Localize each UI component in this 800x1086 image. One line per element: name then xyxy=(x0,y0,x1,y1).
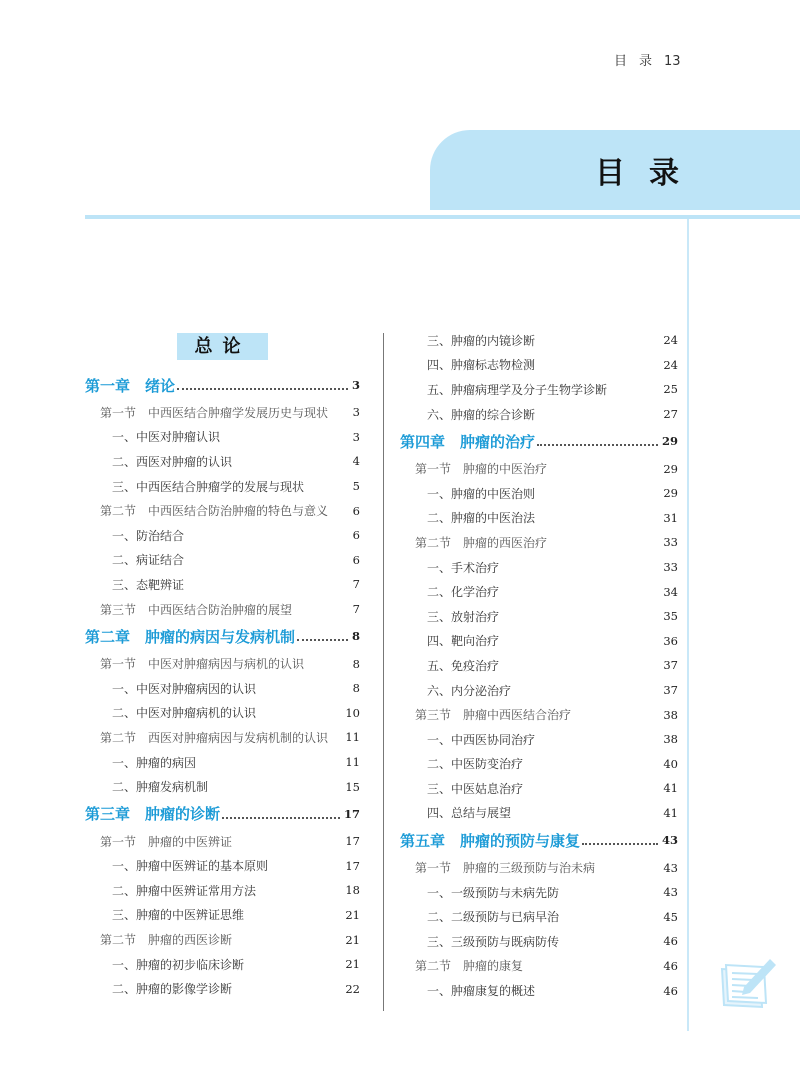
dot-leader xyxy=(537,444,658,446)
toc-item[interactable] xyxy=(400,752,678,777)
toc-entry-page: 38 xyxy=(663,707,678,722)
toc-entry-page: 31 xyxy=(663,510,678,525)
running-title: 目 xyxy=(614,54,628,69)
toc-entry-page: 8 xyxy=(351,629,360,644)
toc-column-left xyxy=(85,370,360,1001)
toc-entry-page: 3 xyxy=(352,429,360,444)
toc-entry-page: 21 xyxy=(345,957,360,972)
toc-section[interactable] xyxy=(85,927,360,952)
toc-item[interactable] xyxy=(85,523,360,548)
page-title: 目录 xyxy=(595,156,703,191)
toc-entry-label: 二、西医对肿瘤的认识 xyxy=(112,454,233,469)
toc-item[interactable] xyxy=(85,774,360,799)
toc-entry-page: 27 xyxy=(663,407,678,422)
divider-horizontal xyxy=(85,215,800,219)
toc-entry-page: 29 xyxy=(663,461,678,476)
toc-item[interactable] xyxy=(400,328,678,353)
toc-item[interactable] xyxy=(85,676,360,701)
toc-entry-page: 33 xyxy=(663,535,678,550)
toc-entry-page: 37 xyxy=(663,683,678,698)
toc-entry-page: 22 xyxy=(345,981,360,996)
toc-entry-page: 8 xyxy=(352,656,360,671)
toc-chapter[interactable] xyxy=(400,426,678,456)
toc-entry-label: 第二节 肿瘤的西医治疗 xyxy=(415,535,548,550)
toc-item[interactable] xyxy=(400,801,678,826)
toc-entry-label: 四、肿瘤标志物检测 xyxy=(427,358,536,373)
toc-entry-page: 35 xyxy=(663,609,678,624)
toc-section[interactable] xyxy=(400,954,678,979)
toc-entry-label: 五、肿瘤病理学及分子生物学诊断 xyxy=(427,382,608,397)
toc-item[interactable] xyxy=(85,878,360,903)
toc-entry-label: 第四章 肿瘤的治疗 xyxy=(400,432,536,451)
toc-section[interactable] xyxy=(85,498,360,523)
toc-item[interactable] xyxy=(400,604,678,629)
toc-entry-page: 21 xyxy=(345,932,360,947)
toc-entry-page: 3 xyxy=(351,378,360,392)
toc-entry-page: 33 xyxy=(663,560,678,575)
toc-entry-page: 7 xyxy=(352,602,360,617)
toc-entry-label: 第一章 绪论 xyxy=(85,376,176,395)
part-title: 总论 xyxy=(177,333,268,360)
toc-item[interactable] xyxy=(400,506,678,531)
toc-entry-label: 第一节 肿瘤的三级预防与治未病 xyxy=(415,861,596,876)
toc-entry-label: 三、态靶辨证 xyxy=(112,577,185,592)
toc-entry-label: 二、中医对肿瘤病机的认识 xyxy=(112,706,257,721)
toc-entry-page: 45 xyxy=(663,909,678,924)
toc-entry-label: 一、中医对肿瘤病因的认识 xyxy=(112,681,257,696)
toc-item[interactable] xyxy=(85,903,360,928)
dot-leader xyxy=(582,843,658,845)
toc-entry-page: 37 xyxy=(663,658,678,673)
toc-section[interactable] xyxy=(85,400,360,425)
toc-entry-label: 一、肿瘤中医辨证的基本原则 xyxy=(112,859,269,874)
toc-entry-label: 第二章 肿瘤的病因与发病机制 xyxy=(85,627,296,646)
toc-entry-page: 40 xyxy=(663,756,678,771)
toc-entry-label: 二、二级预防与已病早治 xyxy=(427,910,560,925)
toc-section[interactable] xyxy=(85,651,360,676)
toc-entry-page: 10 xyxy=(345,705,360,720)
toc-entry-page: 46 xyxy=(663,983,678,998)
running-title: 录 xyxy=(639,54,653,69)
toc-entry-label: 第二节 中西医结合防治肿瘤的特色与意义 xyxy=(100,504,329,519)
toc-item[interactable] xyxy=(400,929,678,954)
toc-section[interactable] xyxy=(85,597,360,622)
toc-item[interactable] xyxy=(400,402,678,427)
page-number: 13 xyxy=(664,54,681,69)
toc-entry-label: 一、手术治疗 xyxy=(427,560,500,575)
toc-entry-label: 第三章 肿瘤的诊断 xyxy=(85,805,221,824)
toc-entry-page: 46 xyxy=(663,934,678,949)
toc-entry-page: 29 xyxy=(661,434,678,449)
toc-item[interactable] xyxy=(400,727,678,752)
toc-section[interactable] xyxy=(400,702,678,727)
toc-entry-label: 四、总结与展望 xyxy=(427,806,512,821)
toc-entry-label: 一、肿瘤的病因 xyxy=(112,755,197,770)
toc-entry-page: 11 xyxy=(345,730,360,745)
dot-leader xyxy=(297,639,348,641)
toc-entry-page: 17 xyxy=(343,806,360,821)
toc-item[interactable] xyxy=(400,678,678,703)
toc-section[interactable] xyxy=(400,855,678,880)
toc-entry-label: 二、肿瘤发病机制 xyxy=(112,780,209,795)
toc-entry-page: 34 xyxy=(663,584,678,599)
toc-entry-page: 29 xyxy=(663,486,678,501)
toc-entry-label: 第二节 肿瘤的康复 xyxy=(415,959,524,974)
toc-entry-label: 一、防治结合 xyxy=(112,528,185,543)
toc-entry-label: 第二节 西医对肿瘤病因与发病机制的认识 xyxy=(100,730,329,745)
toc-item[interactable] xyxy=(400,353,678,378)
toc-entry-page: 36 xyxy=(663,633,678,648)
toc-entry-page: 43 xyxy=(663,860,678,875)
toc-entry-page: 8 xyxy=(352,681,360,696)
title-banner xyxy=(430,130,800,210)
toc-item[interactable] xyxy=(85,701,360,726)
toc-entry-page: 11 xyxy=(345,755,360,770)
toc-section[interactable] xyxy=(400,456,678,481)
toc-item[interactable] xyxy=(400,555,678,580)
toc-item[interactable] xyxy=(400,481,678,506)
toc-chapter[interactable] xyxy=(85,370,360,400)
toc-entry-page: 43 xyxy=(661,833,678,848)
toc-item[interactable] xyxy=(85,750,360,775)
toc-entry-page: 24 xyxy=(663,357,678,372)
toc-entry-page: 24 xyxy=(663,333,678,348)
divider-vertical-blue xyxy=(687,219,689,1031)
toc-entry-page: 6 xyxy=(352,528,360,543)
toc-entry-label: 二、肿瘤的中医治法 xyxy=(427,511,536,526)
toc-entry-label: 六、内分泌治疗 xyxy=(427,683,512,698)
toc-column-right xyxy=(400,328,678,1003)
toc-entry-page: 21 xyxy=(345,907,360,922)
toc-item[interactable] xyxy=(85,572,360,597)
toc-item[interactable] xyxy=(400,629,678,654)
toc-item[interactable] xyxy=(85,474,360,499)
toc-entry-label: 二、肿瘤中医辨证常用方法 xyxy=(112,883,257,898)
toc-item[interactable] xyxy=(400,776,678,801)
toc-item[interactable] xyxy=(85,449,360,474)
toc-entry-label: 第一节 中西医结合肿瘤学发展历史与现状 xyxy=(100,405,329,420)
toc-item[interactable] xyxy=(85,548,360,573)
toc-entry-label: 三、肿瘤的中医辨证思维 xyxy=(112,908,245,923)
toc-item[interactable] xyxy=(400,880,678,905)
toc-entry-page: 17 xyxy=(345,858,360,873)
toc-item[interactable] xyxy=(85,976,360,1001)
toc-entry-page: 4 xyxy=(352,454,360,469)
toc-entry-label: 五、免疫治疗 xyxy=(427,658,500,673)
toc-entry-label: 二、病证结合 xyxy=(112,553,185,568)
toc-item[interactable] xyxy=(85,854,360,879)
toc-entry-page: 18 xyxy=(345,883,360,898)
column-divider xyxy=(383,333,384,1011)
toc-item[interactable] xyxy=(400,978,678,1003)
toc-entry-label: 一、一级预防与未病先防 xyxy=(427,885,560,900)
toc-chapter[interactable] xyxy=(400,825,678,855)
toc-entry-page: 15 xyxy=(345,779,360,794)
toc-entry-page: 46 xyxy=(663,958,678,973)
toc-entry-label: 一、肿瘤的初步临床诊断 xyxy=(112,957,245,972)
toc-entry-label: 四、靶向治疗 xyxy=(427,634,500,649)
toc-section[interactable] xyxy=(85,725,360,750)
toc-entry-page: 3 xyxy=(352,405,360,420)
toc-entry-label: 第一节 肿瘤的中医治疗 xyxy=(415,462,548,477)
toc-item[interactable] xyxy=(400,904,678,929)
toc-entry-label: 三、肿瘤的内镜诊断 xyxy=(427,333,536,348)
toc-item[interactable] xyxy=(85,952,360,977)
running-header xyxy=(614,50,681,69)
toc-entry-page: 7 xyxy=(352,577,360,592)
toc-entry-label: 三、中医姑息治疗 xyxy=(427,781,524,796)
toc-entry-label: 第三节 肿瘤中西医结合治疗 xyxy=(415,708,572,723)
toc-entry-label: 一、肿瘤的中医治则 xyxy=(427,486,536,501)
toc-entry-label: 三、放射治疗 xyxy=(427,609,500,624)
toc-entry-page: 17 xyxy=(345,834,360,849)
toc-chapter[interactable] xyxy=(85,621,360,651)
toc-entry-page: 25 xyxy=(663,382,678,397)
toc-entry-page: 41 xyxy=(663,781,678,796)
toc-entry-label: 第五章 肿瘤的预防与康复 xyxy=(400,831,581,850)
toc-entry-page: 41 xyxy=(663,805,678,820)
toc-chapter[interactable] xyxy=(85,799,360,829)
toc-entry-page: 38 xyxy=(663,732,678,747)
toc-entry-label: 二、化学治疗 xyxy=(427,585,500,600)
toc-entry-page: 43 xyxy=(663,885,678,900)
toc-item[interactable] xyxy=(400,653,678,678)
toc-section[interactable] xyxy=(85,829,360,854)
toc-entry-label: 一、中医对肿瘤认识 xyxy=(112,430,221,445)
toc-entry-label: 二、肿瘤的影像学诊断 xyxy=(112,982,233,997)
dot-leader xyxy=(177,388,348,390)
toc-entry-label: 三、中西医结合肿瘤学的发展与现状 xyxy=(112,479,305,494)
toc-entry-label: 第一节 肿瘤的中医辨证 xyxy=(100,834,233,849)
toc-entry-label: 六、肿瘤的综合诊断 xyxy=(427,407,536,422)
toc-entry-label: 二、中医防变治疗 xyxy=(427,757,524,772)
toc-item[interactable] xyxy=(400,377,678,402)
toc-entry-label: 第三节 中西医结合防治肿瘤的展望 xyxy=(100,602,293,617)
toc-entry-page: 6 xyxy=(352,552,360,567)
toc-item[interactable] xyxy=(400,579,678,604)
toc-entry-label: 一、中西医协同治疗 xyxy=(427,732,536,747)
toc-entry-label: 三、三级预防与既病防传 xyxy=(427,934,560,949)
toc-entry-page: 6 xyxy=(352,503,360,518)
toc-entry-page: 5 xyxy=(352,479,360,494)
toc-section[interactable] xyxy=(400,530,678,555)
toc-entry-label: 第二节 肿瘤的西医诊断 xyxy=(100,933,233,948)
toc-entry-label: 第一节 中医对肿瘤病因与病机的认识 xyxy=(100,657,305,672)
toc-item[interactable] xyxy=(85,425,360,450)
toc-entry-label: 一、肿瘤康复的概述 xyxy=(427,984,536,999)
dot-leader xyxy=(222,817,340,819)
notepad-pencil-icon xyxy=(718,955,778,1015)
